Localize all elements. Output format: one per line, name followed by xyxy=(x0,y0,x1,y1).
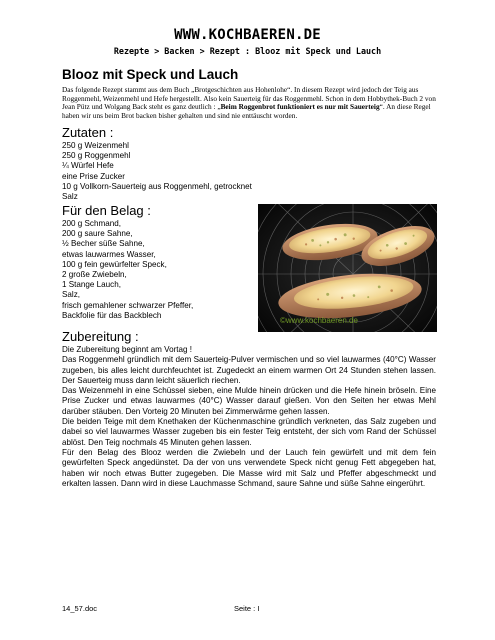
photo-watermark: ©www.kochbaeren.de xyxy=(280,316,358,325)
list-item: etwas lauwarmes Wasser, xyxy=(62,249,156,259)
list-item: 2 große Zwiebeln, xyxy=(62,270,127,280)
breadcrumb-item-backen[interactable]: Backen xyxy=(164,46,195,56)
list-item: 250 g Weizenmehl xyxy=(62,141,129,150)
footer-doc-name: 14_57.doc xyxy=(62,604,98,613)
list-item: 1 Stange Lauch, xyxy=(62,280,121,290)
list-item: Backfolie für das Backblech xyxy=(62,310,162,320)
breadcrumb xyxy=(0,46,495,56)
breadcrumb-separator: > xyxy=(194,46,210,56)
list-item: 200 g Schmand, xyxy=(62,219,121,228)
paragraph: Das Roggenmehl gründlich mit dem Sauerteig-Pulver vermischen und so viel lauwarmes (40°C) Wasser zugeben, bis alles leicht durchfeuchtet ist. Zugedeckt an einem warmen Ort 24 Stunden stehen lassen. Der Sauerteig muss dann leicht säuerlich riechen. xyxy=(62,355,436,385)
ingredients-heading: Zutaten : xyxy=(62,125,114,140)
preparation-text xyxy=(62,345,436,489)
ingredients-list xyxy=(62,141,252,202)
site-title[interactable]: WWW.KOCHBAEREN.DE xyxy=(174,27,321,43)
paragraph: Das Weizenmehl in eine Schüssel sieben, eine Mulde hinein drücken und die Hefe hinein bröseln. Eine Prise Zucker und etwas lauwarmes (40°C) Wasser darauf gießen. Von den Seiten her etwas Mehl darüber stäuben. Den Vorteig 20 Minuten bei Zimmerwärme gehen lassen. xyxy=(62,386,436,416)
breadcrumb-separator: > xyxy=(149,46,165,56)
list-item: Salz, xyxy=(62,290,80,300)
recipe-intro xyxy=(62,86,436,120)
recipe-title: Blooz mit Speck und Lauch xyxy=(62,67,239,82)
topping-heading: Für den Belag : xyxy=(62,203,151,218)
list-item: ¼ Würfel Hefe xyxy=(62,161,114,171)
blooz-illustration xyxy=(258,204,437,332)
breadcrumb-item-current: Rezept : Blooz mit Speck und Lauch xyxy=(209,46,382,56)
recipe-photo xyxy=(258,204,437,332)
list-item: frisch gemahlener schwarzer Pfeffer, xyxy=(62,300,194,310)
paragraph: Die beiden Teige mit dem Knethaken der Küchenmaschine gründlich verkneten, das Salz zugeben und dabei so viel lauwarmes Wasser zugeben bis ein fester Teig entsteht, der sich vom Rand der Schüssel ablöst. Den Teig nochmals 45 Minuten gehen lassen. xyxy=(62,417,436,447)
list-item: ½ Becher süße Sahne, xyxy=(62,239,145,249)
footer-page-number: Seite : I xyxy=(234,604,260,613)
intro-quote-bold: Beim Roggenbrot funktioniert es nur mit Sauerteig xyxy=(220,102,380,112)
preparation-heading: Zubereitung : xyxy=(62,329,139,344)
intro-text-2: “. An diese Regel haben wir uns beim Brot backen bisher gehalten und sind nie enttäuscht worden. xyxy=(62,102,431,120)
list-item: 10 g Vollkorn-Sauerteig aus Roggenmehl, getrocknet xyxy=(62,181,252,191)
topping-list xyxy=(62,219,193,321)
list-item: 100 g fein gewürfelter Speck, xyxy=(62,259,167,269)
intro-text-1: Das folgende Rezept stammt aus dem Buch „Brotgeschichten aus Hohenlohe“. In diesem Rezept wird jedoch der Teig aus Roggenmehl, Weizenmehl und Hefe hergestellt. Also kein Sauerteig für das Roggenmehl. Schon in dem Hobbythek-Buch 2 von Jean Pütz und Wolgang Back steht es ganz deutlich : „ xyxy=(62,85,436,112)
list-item: eine Prise Zucker xyxy=(62,171,125,181)
list-item: Salz xyxy=(62,192,78,202)
list-item: 250 g Roggenmehl xyxy=(62,151,131,161)
paragraph: Die Zubereitung beginnt am Vortag ! xyxy=(62,345,193,354)
breadcrumb-item-rezepte[interactable]: Rezepte xyxy=(113,46,150,56)
paragraph: Für den Belag des Blooz werden die Zwiebeln und der Lauch fein gewürfelt und mit dem fein gewürfelten Speck angedünstet. Da der von uns verwendete Speck nicht genug Fett abgegeben hat, haben wir noch etwas Butter zugegeben. Die Masse wird mit Salz und Pfeffer abgeschmeckt und erkalten lassen. Dann wird in diese Lauchmasse Schmand, saure Sahne und süße Sahne eingerührt. xyxy=(62,447,436,488)
list-item: 200 g saure Sahne, xyxy=(62,229,133,239)
